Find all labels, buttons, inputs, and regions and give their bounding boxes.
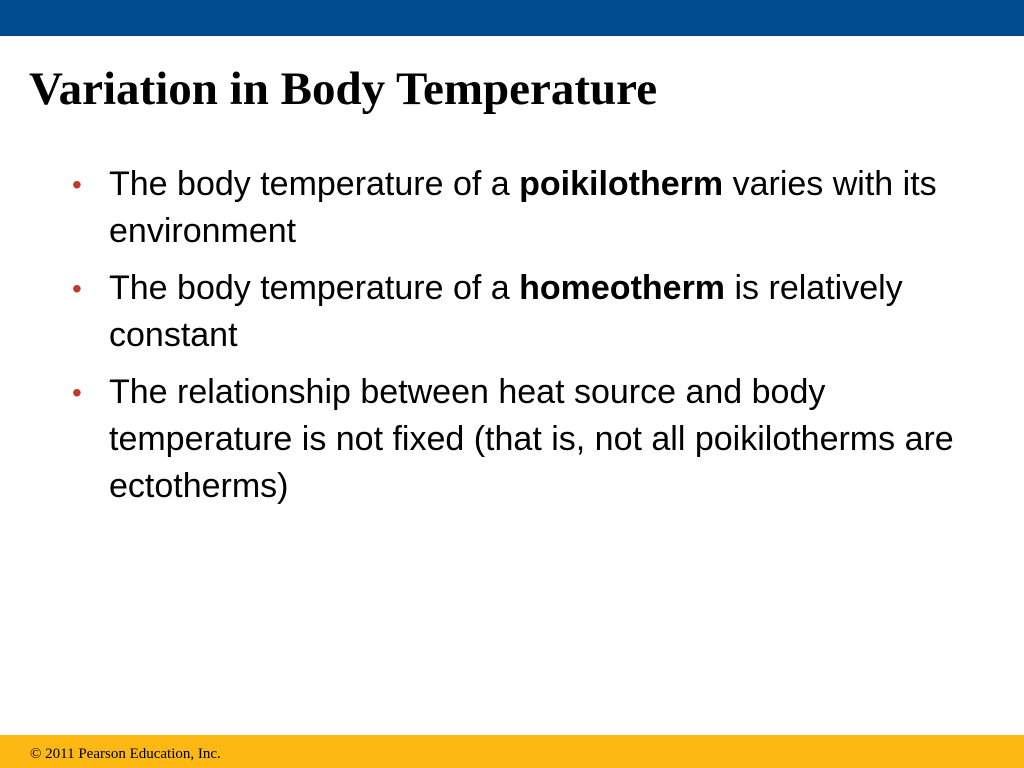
bullet-text	[109, 165, 937, 250]
bullet-term-poikilotherm: poikilotherm	[519, 165, 724, 203]
bullet-list	[72, 161, 972, 520]
bullet-item	[72, 265, 972, 359]
top-header-band	[0, 0, 1024, 36]
bullet-dot-icon: •	[72, 377, 82, 408]
copyright-notice: © 2011 Pearson Education, Inc.	[30, 746, 221, 762]
bullet-dot-icon: •	[72, 273, 82, 304]
bullet-item	[72, 161, 972, 255]
bullet-text-after: varies with its environment	[109, 165, 937, 250]
bullet-text-before: The body temperature of a	[109, 269, 520, 307]
bullet-item	[72, 369, 972, 510]
bullet-text-after: is relatively constant	[109, 269, 903, 354]
bullet-term-homeotherm: homeotherm	[519, 269, 726, 307]
bullet-text-before: The body temperature of a	[109, 165, 520, 203]
bullet-text-before: The relationship between heat source and body temperature is not fixed (that is, not all poikilotherms are ectotherms)	[109, 373, 954, 505]
bullet-text	[109, 269, 903, 354]
slide-title: Variation in Body Temperature	[29, 63, 658, 115]
bullet-text	[109, 373, 954, 505]
bullet-dot-icon: •	[72, 169, 82, 200]
